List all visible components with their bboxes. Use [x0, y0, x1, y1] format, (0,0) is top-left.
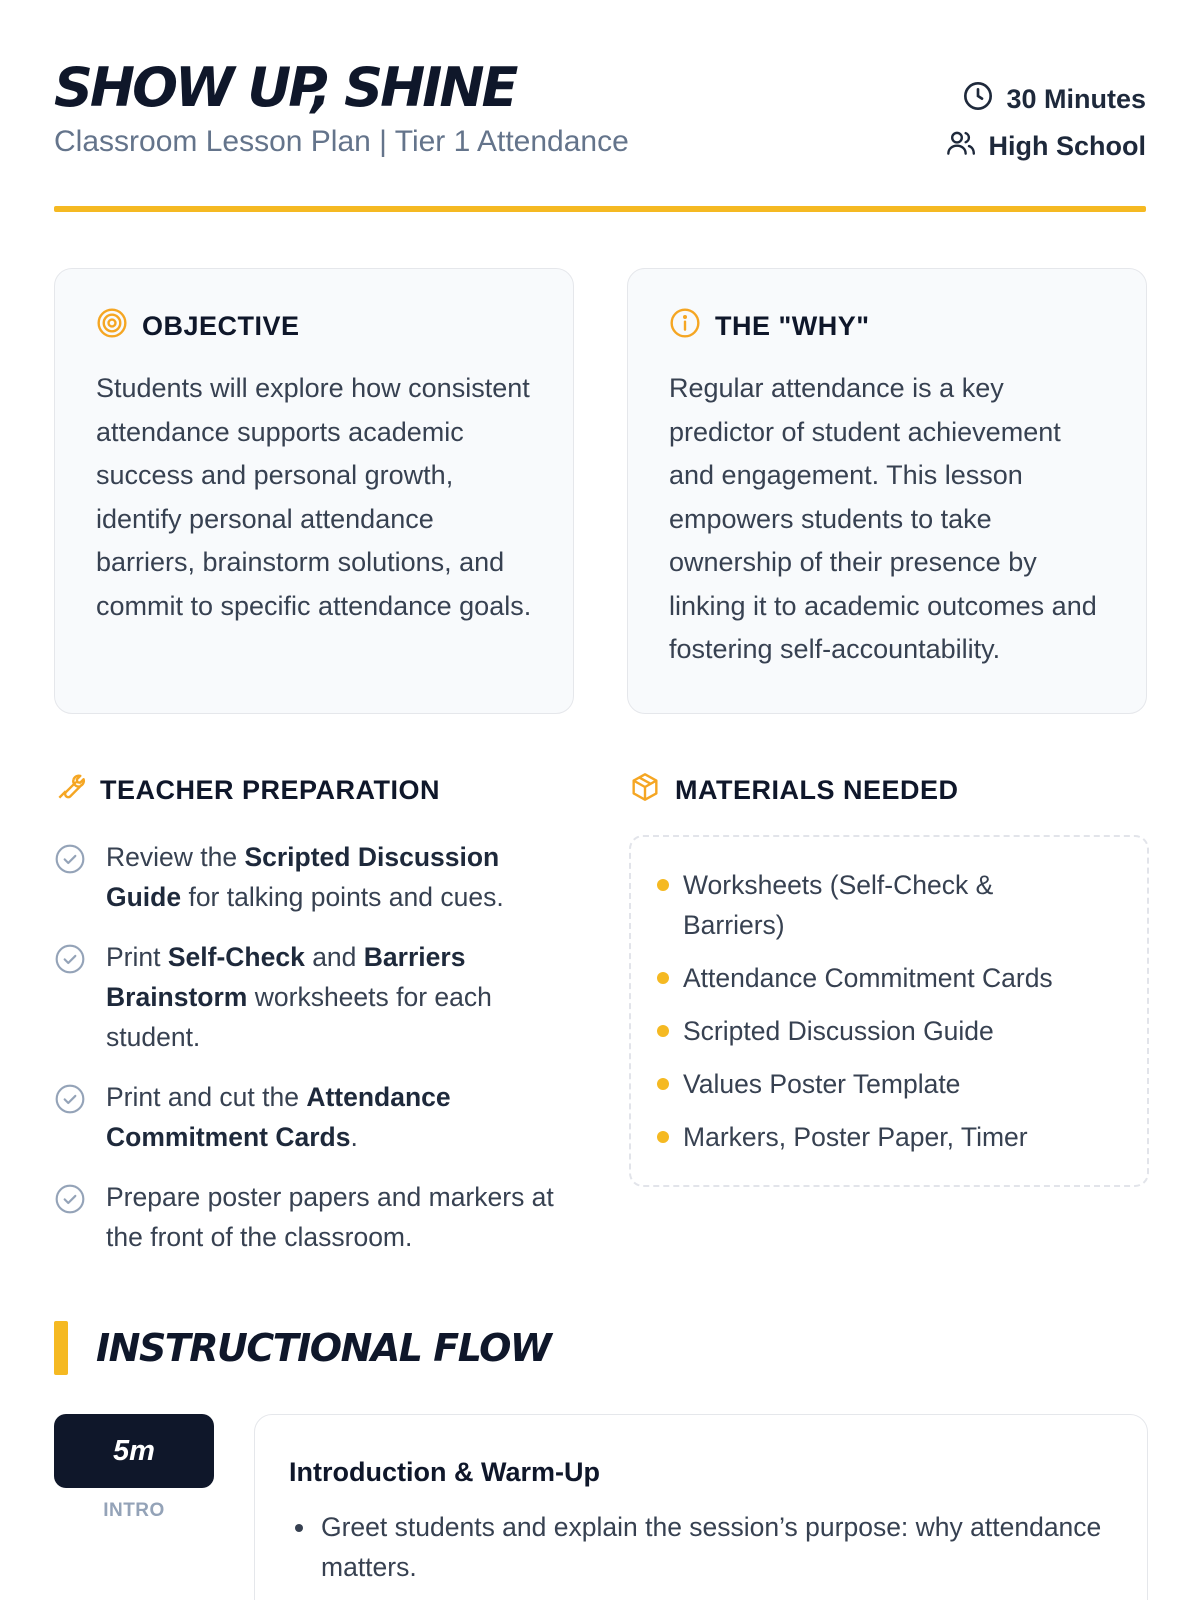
- emphasis-text: Self-Check: [167, 942, 305, 972]
- materials-heading: MATERIALS NEEDED: [675, 774, 959, 805]
- step-bullet: [289, 1507, 1113, 1587]
- step-phase-label: INTRO: [103, 1500, 165, 1521]
- target-icon: [96, 307, 128, 346]
- step-bullet-text: Greet students and explain the session’s purpose: why attendance matters.: [321, 1512, 1102, 1582]
- clock-icon: [962, 80, 994, 119]
- why-card: [627, 268, 1147, 714]
- prep-text-part: Print: [106, 942, 168, 972]
- material-text: Attendance Commitment Cards: [683, 963, 1053, 993]
- material-item: [657, 1064, 1097, 1104]
- teacher-prep-text: [106, 837, 574, 917]
- why-heading: THE "WHY": [715, 310, 870, 341]
- check-circle-icon: [54, 1077, 86, 1157]
- objective-heading-row: [96, 309, 533, 343]
- package-icon: [629, 771, 661, 810]
- prep-text-part: .: [350, 1122, 358, 1152]
- materials-needed: [629, 773, 1149, 1187]
- users-icon: [945, 127, 977, 166]
- step-title: Introduction & Warm-Up: [289, 1457, 600, 1487]
- teacher-preparation: [54, 773, 574, 1277]
- bullet-dot: [657, 972, 669, 984]
- emphasis-text: Attendance Commitment Cards: [106, 1082, 451, 1152]
- material-item: [657, 1117, 1097, 1157]
- page-subtitle: Classroom Lesson Plan | Tier 1 Attendance: [54, 125, 629, 158]
- bullet-dot: [295, 1524, 303, 1532]
- teacher-prep-item: [54, 1177, 574, 1257]
- materials-list: [629, 835, 1149, 1187]
- check-circle-icon: [54, 937, 86, 1057]
- why-body: Regular attendance is a key predictor of student achievement and engagement. This lesson empowers students to take ownership of their presence by linking it to academic outcomes and fostering self-accountability.: [669, 373, 1097, 664]
- teacher-prep-heading: TEACHER PREPARATION: [100, 774, 441, 805]
- prep-text-part: for talking points and cues.: [181, 882, 504, 912]
- wrench-icon: [54, 771, 86, 810]
- teacher-prep-item: [54, 1077, 574, 1157]
- duration-text: 30 Minutes: [1006, 83, 1146, 114]
- prep-text-part: and: [304, 942, 364, 972]
- audience-text: High School: [988, 130, 1146, 161]
- prep-text-part: worksheets for each student.: [106, 982, 492, 1052]
- flow-accent-bar: [54, 1321, 68, 1375]
- teacher-prep-list: [54, 837, 574, 1257]
- instructional-flow-header: [54, 1322, 550, 1374]
- why-heading-row: [669, 309, 1106, 343]
- intro-cards: [54, 268, 1146, 714]
- teacher-prep-text: [106, 1077, 574, 1157]
- lesson-meta: [945, 82, 1147, 176]
- objective-card: [54, 268, 574, 714]
- material-text: Scripted Discussion Guide: [683, 1016, 994, 1046]
- material-item: [657, 1011, 1097, 1051]
- material-text: Markers, Poster Paper, Timer: [683, 1122, 1028, 1152]
- prep-text-part: Prepare poster papers and markers at the front of the classroom.: [106, 1182, 554, 1252]
- header-divider: [54, 206, 1146, 212]
- prep-text-part: Review the: [106, 842, 245, 872]
- teacher-prep-item: [54, 937, 574, 1057]
- teacher-prep-text: [106, 937, 574, 1057]
- teacher-prep-text: [106, 1177, 574, 1257]
- material-item: [657, 958, 1097, 998]
- check-circle-icon: [54, 1177, 86, 1257]
- info-icon: [669, 307, 701, 346]
- materials-heading-row: [629, 773, 1149, 807]
- objective-body: Students will explore how consistent attendance supports academic success and personal growth, identify personal attendance barriers, brainstorm solutions, and commit to specific attendance goals.: [96, 373, 532, 621]
- page-title: SHOW UP, SHINE: [54, 56, 516, 119]
- check-circle-icon: [54, 837, 86, 917]
- header: [54, 0, 1146, 214]
- bullet-dot: [657, 1131, 669, 1143]
- teacher-prep-heading-row: [54, 773, 574, 807]
- teacher-prep-item: [54, 837, 574, 917]
- step-time-badge: 5m: [54, 1414, 214, 1488]
- bullet-dot: [657, 879, 669, 891]
- instructional-flow-title: INSTRUCTIONAL FLOW: [96, 1326, 551, 1370]
- duration-row: [945, 82, 1147, 116]
- step-card: [254, 1414, 1148, 1600]
- objective-heading: OBJECTIVE: [142, 310, 300, 341]
- material-text: Values Poster Template: [683, 1069, 961, 1099]
- bullet-dot: [657, 1025, 669, 1037]
- bullet-dot: [657, 1078, 669, 1090]
- prep-text-part: Print and cut the: [106, 1082, 307, 1112]
- material-item: [657, 865, 1097, 945]
- emphasis-text: Scripted Discussion Guide: [106, 842, 500, 912]
- emphasis-text: Barriers Brainstorm: [106, 942, 466, 1012]
- material-text: Worksheets (Self-Check & Barriers): [683, 870, 994, 940]
- audience-row: [945, 129, 1147, 163]
- step-bullets: [289, 1507, 1113, 1587]
